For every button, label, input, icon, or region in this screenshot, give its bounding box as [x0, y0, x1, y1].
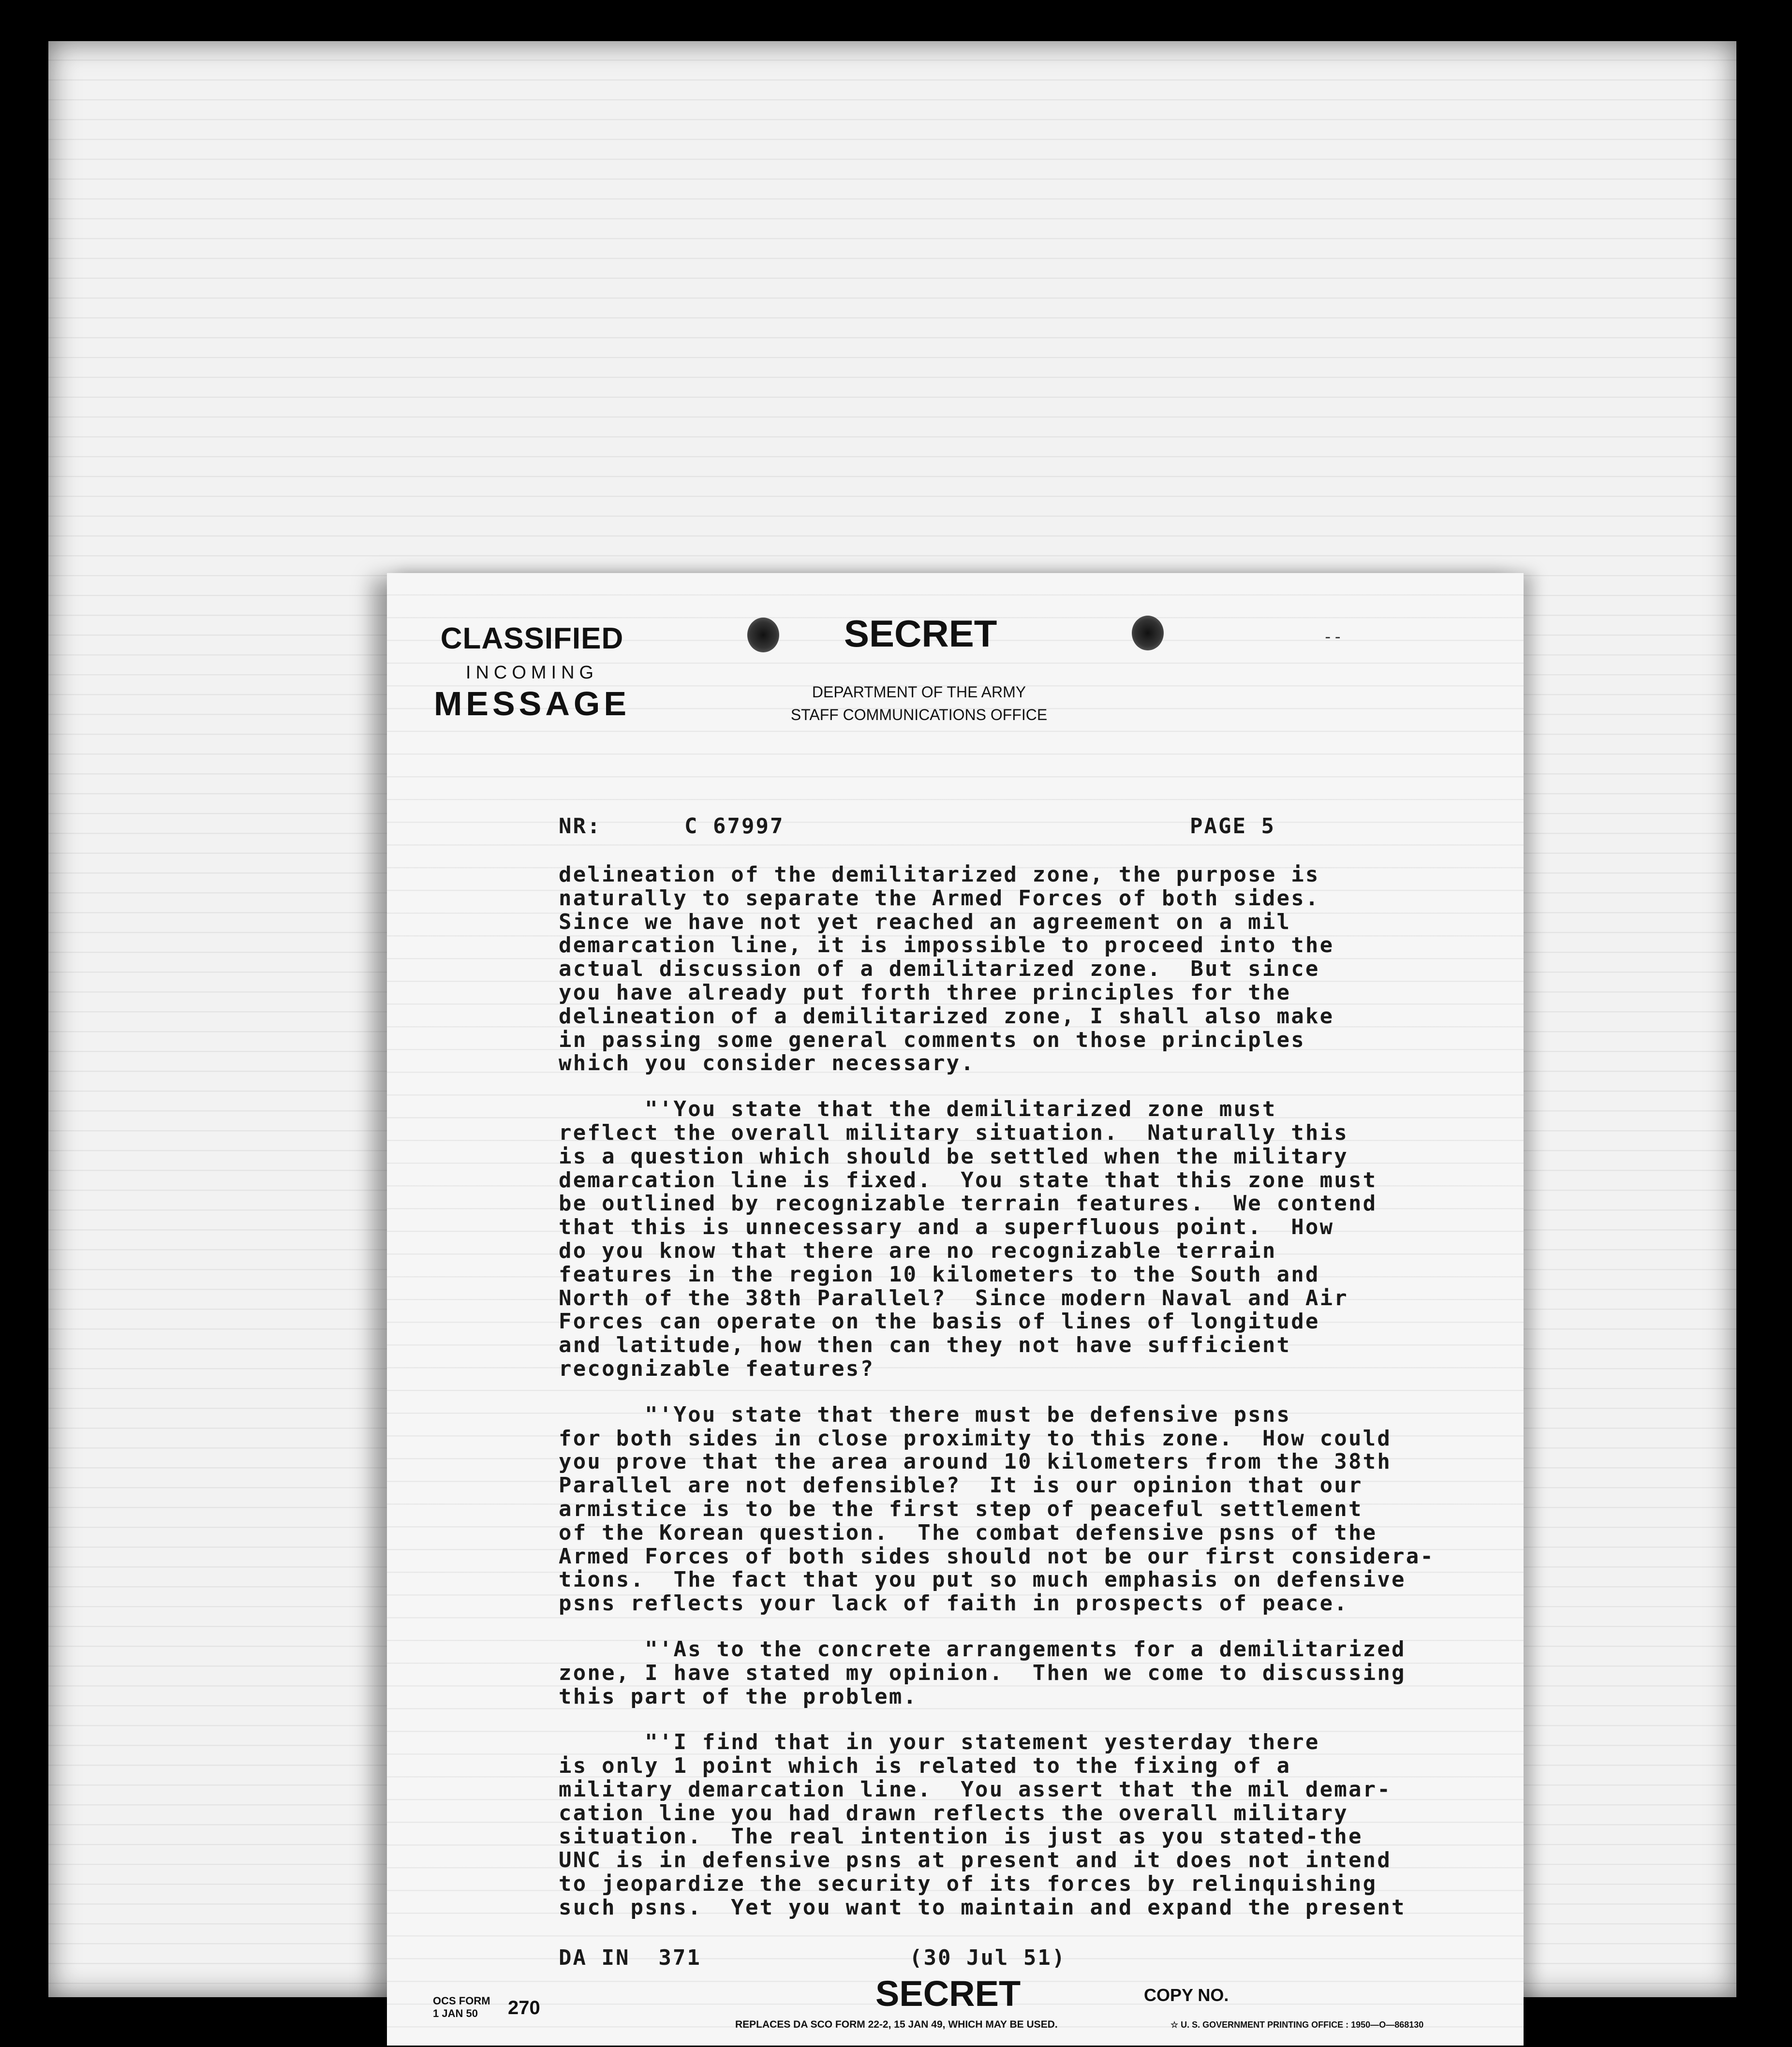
- message-date: (30 Jul 51): [909, 1945, 1066, 1970]
- microfilm-frame: [48, 41, 1736, 2030]
- office-name: STAFF COMMUNICATIONS OFFICE: [790, 706, 1048, 723]
- text-line: Armed Forces of both sides should not be our first considera-: [559, 1544, 1435, 1569]
- text-line: features in the region 10 kilometers to the South and: [559, 1262, 1320, 1287]
- text-line: North of the 38th Parallel? Since modern Naval and Air: [559, 1285, 1348, 1311]
- text-line: Parallel are not defensible? It is our opinion that our: [559, 1473, 1363, 1498]
- text-line: is a question which should be settled when the military: [559, 1144, 1348, 1169]
- text-line: do you know that there are no recognizable terrain: [559, 1238, 1277, 1263]
- page-number: PAGE 5: [1190, 814, 1275, 839]
- classified-label: CLASSIFIED: [440, 622, 624, 655]
- text-line: Forces can operate on the basis of lines of longitude: [559, 1309, 1320, 1334]
- text-line: cation line you had drawn reflects the overall military: [559, 1800, 1348, 1826]
- text-line: demarcation line is fixed. You state that this zone must: [559, 1167, 1377, 1193]
- text-line: demarcation line, it is impossible to proceed into the: [559, 933, 1334, 958]
- paragraph-5: [559, 1731, 1468, 1919]
- form-number: 270: [508, 1997, 540, 2018]
- paragraph-4: [559, 1638, 1468, 1708]
- text-line: is only 1 point which is related to the fixing of a: [559, 1753, 1291, 1779]
- header-dash-mark: --: [1323, 627, 1343, 647]
- paragraph-1: [559, 863, 1468, 1075]
- text-line: and latitude, how then can they not have sufficient: [559, 1333, 1291, 1358]
- text-line: "'As to the concrete arrangements for a demilitarized: [559, 1636, 1406, 1662]
- text-line: delineation of a demilitarized zone, I shall also make: [559, 1003, 1334, 1029]
- text-line: which you consider necessary.: [559, 1051, 976, 1076]
- secret-classification-top: SECRET: [844, 612, 997, 655]
- text-line: in passing some general comments on those principles: [559, 1027, 1305, 1052]
- message-number-label: NR:: [559, 814, 602, 839]
- text-line: actual discussion of a demilitarized zone. But since: [559, 957, 1320, 982]
- text-line: reflect the overall military situation. Naturally this: [559, 1120, 1348, 1145]
- text-line: UNC is in defensive psns at present and it does not intend: [559, 1848, 1392, 1873]
- text-line: military demarcation line. You assert that the mil demar-: [559, 1777, 1392, 1802]
- text-line: Since we have not yet reached an agreement on a mil: [559, 909, 1291, 934]
- replaces-notice: REPLACES DA SCO FORM 22-2, 15 JAN 49, WHICH MAY BE USED.: [735, 2019, 1058, 2030]
- text-line: delineation of the demilitarized zone, the purpose is: [559, 862, 1320, 887]
- text-line: such psns. Yet you want to maintain and expand the present: [559, 1895, 1406, 1920]
- text-line: to jeopardize the security of its forces by relinquishing: [559, 1871, 1377, 1897]
- paragraph-2: [559, 1098, 1468, 1381]
- text-line: situation. The real intention is just as you stated-the: [559, 1824, 1363, 1849]
- text-line: recognizable features?: [559, 1356, 875, 1381]
- text-line: you prove that the area around 10 kilometers from the 38th: [559, 1449, 1392, 1474]
- text-line: you have already put forth three principles for the: [559, 980, 1291, 1005]
- form-date: 1 JAN 50: [433, 2007, 478, 2019]
- punch-hole-right: [1132, 616, 1164, 650]
- incoming-label: INCOMING: [465, 663, 599, 683]
- secret-classification-bottom: SECRET: [875, 1973, 1021, 2014]
- message-label: MESSAGE: [433, 685, 631, 722]
- text-line: zone, I have stated my opinion. Then we come to discussing: [559, 1660, 1406, 1685]
- message-body: [559, 863, 1468, 1942]
- message-form: [387, 573, 1524, 2046]
- text-line: tions. The fact that you put so much emphasis on defensive: [559, 1567, 1406, 1592]
- copy-number-label: COPY NO.: [1144, 1985, 1229, 2005]
- text-line: psns reflects your lack of faith in prospects of peace.: [559, 1591, 1348, 1616]
- da-in-number: DA IN 371: [559, 1945, 701, 1970]
- text-line: be outlined by recognizable terrain features. We contend: [559, 1191, 1377, 1216]
- text-line: "'You state that the demilitarized zone must: [559, 1097, 1277, 1122]
- punch-hole-left: [747, 618, 779, 652]
- form-identifier: [433, 1995, 490, 2020]
- message-number: C 67997: [684, 814, 785, 839]
- department-name: DEPARTMENT OF THE ARMY: [812, 683, 1026, 701]
- text-line: naturally to separate the Armed Forces of both sides.: [559, 885, 1320, 911]
- text-line: armistice is to be the first step of peaceful settlement: [559, 1496, 1363, 1521]
- text-line: "'You state that there must be defensive psns: [559, 1402, 1291, 1427]
- text-line: of the Korean question. The combat defensive psns of the: [559, 1520, 1377, 1545]
- text-line: "'I find that in your statement yesterday there: [559, 1730, 1320, 1755]
- text-line: this part of the problem.: [559, 1684, 918, 1709]
- paragraph-3: [559, 1403, 1468, 1616]
- printing-office-notice: ☆ U. S. GOVERNMENT PRINTING OFFICE : 1950—O—868130: [1170, 2020, 1424, 2030]
- form-name: OCS FORM: [433, 1995, 490, 2007]
- text-line: for both sides in close proximity to this zone. How could: [559, 1426, 1392, 1451]
- text-line: that this is unnecessary and a superfluous point. How: [559, 1215, 1334, 1240]
